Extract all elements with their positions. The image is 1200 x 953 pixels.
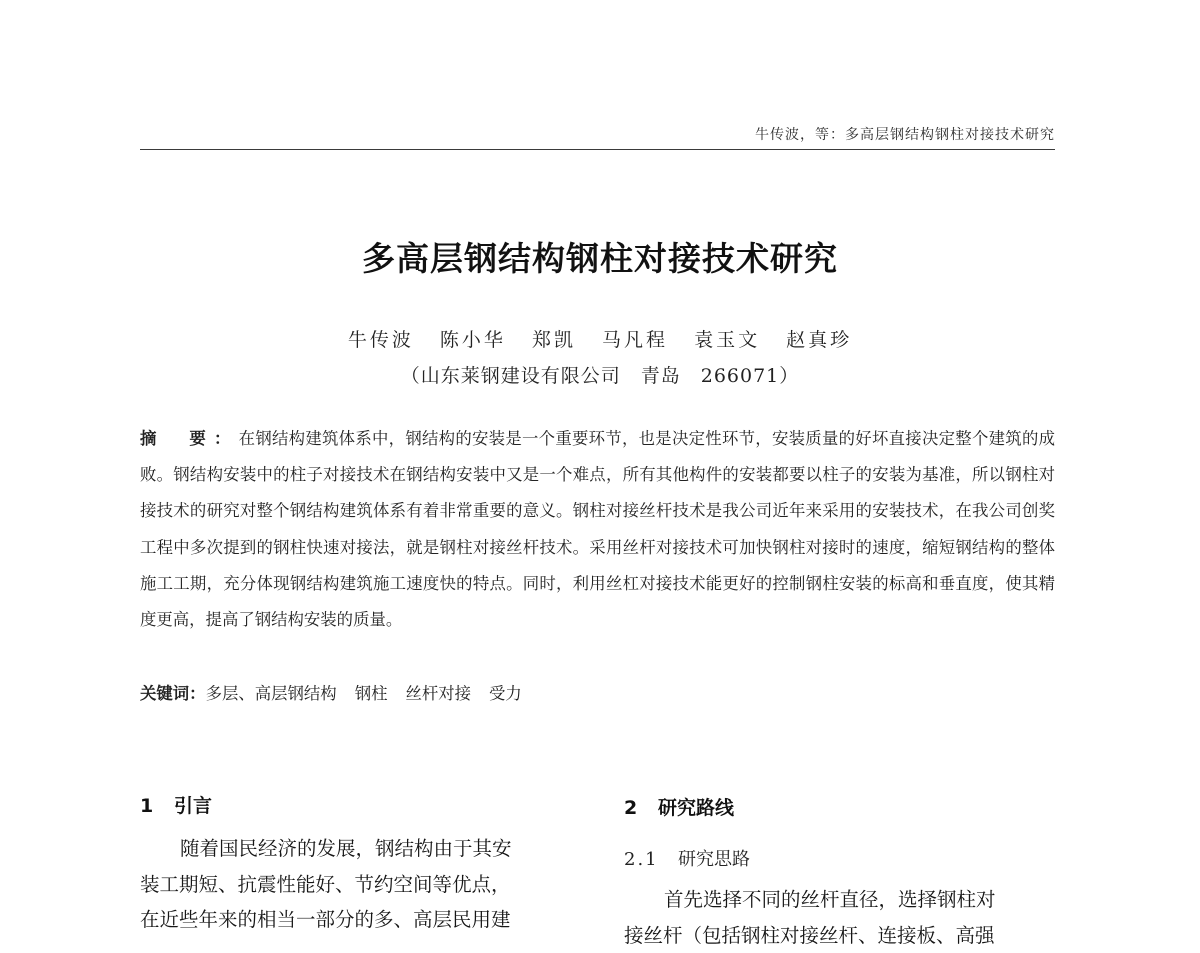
section-1-heading (140, 791, 212, 818)
author: 袁玉文 (694, 329, 760, 351)
abstract (140, 421, 1055, 638)
paragraph-line: 在近些年来的相当一部分的多、高层民用建 (140, 902, 575, 938)
section-2-heading (624, 793, 734, 820)
section-number: 1 (140, 795, 174, 817)
author: 马凡程 (602, 329, 668, 351)
abstract-text: 在钢结构建筑体系中，钢结构的安装是一个重要环节，也是决定性环节，安装质量的好坏直接决定整个建筑的成败。钢结构安装中的柱子对接技术在钢结构安装中又是一个难点，所有其他构件的安装都要以柱子的安装为基准，所以钢柱对接技术的研究对整个钢结构建筑体系有着非常重要的意义。钢柱对接丝杆技术是我公司近年来采用的安装技术，在我公司创奖工程中多次提到的钢柱快速对接法，就是钢柱对接丝杆技术。采用丝杆对接技术可加快钢柱对接时的速度，缩短钢结构的整体施工工期，充分体现钢结构建筑施工速度快的特点。同时，利用丝杠对接技术能更好的控制钢柱安装的标高和垂直度，使其精度更高，提高了钢结构安装的质量。 (140, 429, 1055, 629)
keywords-label: 关键词： (140, 684, 206, 703)
header-rule (140, 149, 1055, 150)
paragraph-line: 随着国民经济的发展，钢结构由于其安 (140, 831, 575, 867)
author: 赵真珍 (786, 329, 852, 351)
keyword: 钢柱 (355, 684, 388, 703)
author: 郑凯 (532, 329, 576, 351)
subsection-2-1-heading (624, 845, 750, 871)
author: 牛传波 (348, 329, 414, 351)
keyword: 多层、高层钢结构 (206, 684, 337, 703)
section-1-body (140, 831, 575, 938)
abstract-label: 摘 要： (140, 429, 239, 448)
section-number: 2 (624, 797, 658, 819)
author: 陈小华 (440, 329, 506, 351)
paper-title: 多高层钢结构钢柱对接技术研究 (0, 233, 1200, 280)
author-list (0, 325, 1200, 352)
section-title: 引言 (174, 795, 212, 817)
keyword: 受力 (489, 684, 522, 703)
section-title: 研究路线 (658, 797, 734, 819)
subsection-number: 2.1 (624, 849, 678, 870)
subsection-title: 研究思路 (678, 849, 750, 870)
keyword: 丝杆对接 (405, 684, 471, 703)
affiliation: （山东莱钢建设有限公司 青岛 266071） (0, 361, 1200, 388)
keywords (140, 676, 1055, 712)
paragraph-line: 装工期短、抗震性能好、节约空间等优点， (140, 867, 575, 903)
paragraph-line: 首先选择不同的丝杆直径，选择钢柱对 (624, 882, 1056, 918)
section-2-body (624, 882, 1056, 953)
running-header: 牛传波，等：多高层钢结构钢柱对接技术研究 (755, 124, 1055, 144)
paragraph-line: 接丝杆（包括钢柱对接丝杆、连接板、高强 (624, 918, 1056, 953)
